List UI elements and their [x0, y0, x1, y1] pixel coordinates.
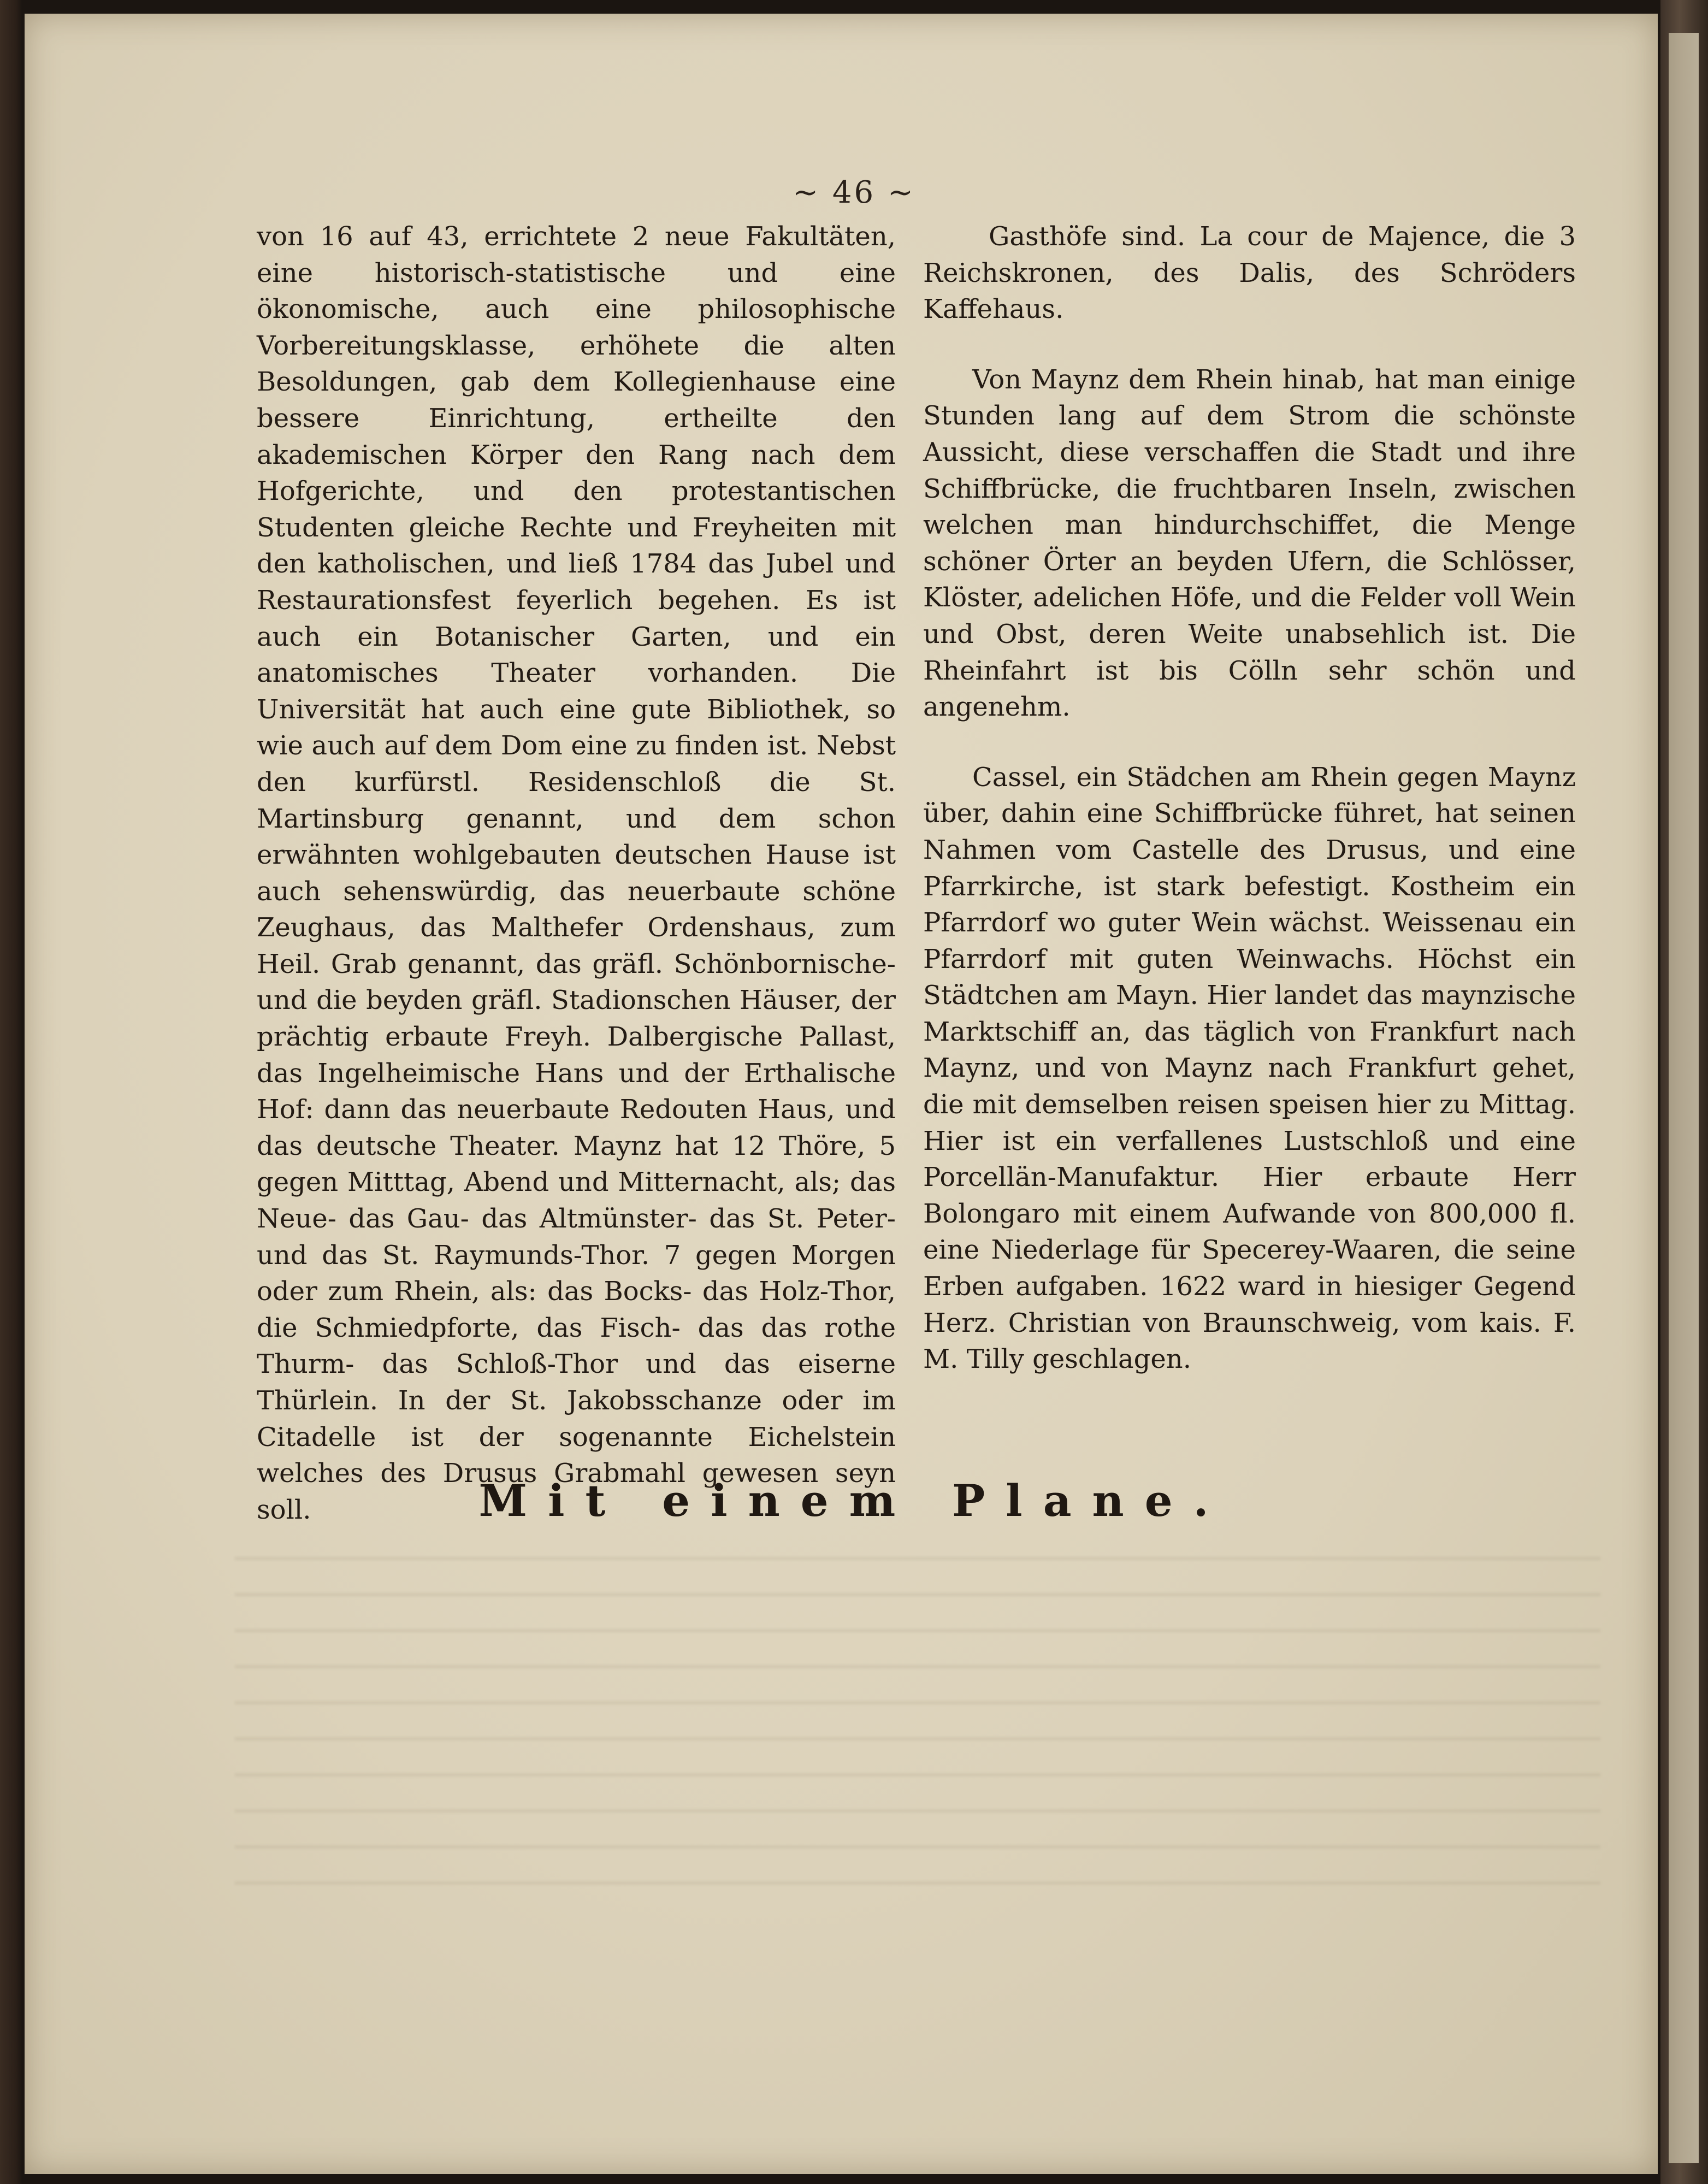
right-paragraph-3: Cassel, ein Städchen am Rhein gegen Maynz über, dahin eine Schiffbrücke führet, hat seinen Nahmen vom Castelle des Drusus, und eine Pfarrkirche, ist stark befestigt. Kostheim ein Pfarrdorf wo guter Wein wächst. Weissenau ein Pfarrdorf mit guten Weinwachs. Höchst ein Städtchen am Mayn. Hier landet das maynzische Marktschiff an, das täglich von Frankfurt nach Maynz, und von Maynz nach Frankfurt gehet, die mit demselben reisen speisen hier zu Mittag. Hier ist ein verfallenes Lustschloß und eine Porcellän-Manufaktur. Hier erbaute Herr Bolongaro mit einem Aufwande von 800,000 fl. eine Niederlage für Specerey-Waaren, die seine Erben aufgaben. 1622 ward in hiesiger Gegend Herz. Christian von Braunschweig, vom kais. F. M. Tilly geschlagen. — [923, 762, 1576, 1375]
right-paragraph-2: Von Maynz dem Rhein hinab, hat man einige Stunden lang auf dem Strom die schönste Aussicht, diese verschaffen die Stadt und ihre Schiffbrücke, die fruchtbaren Inseln, zwischen welchen man hindurchschiffet, die Menge schöner Örter an beyden Ufern, die Schlösser, Klöster, adelichen Höfe, und die Felder voll Wein und Obst, deren Weite unabsehlich ist. Die Rheinfahrt ist bis Cölln sehr schön und angenehm. — [923, 364, 1576, 723]
page-number: 46 — [832, 175, 876, 210]
left-paragraph-1: von 16 auf 43, errichtete 2 neue Fakultäten, eine historisch-statistische und eine ökonomische, auch eine philosophische Vorbereitungsklasse, erhöhete die alten Besoldungen, gab dem Kollegienhause eine bessere Einrichtung, ertheilte den akademischen Körper den Rang nach dem Hofgerichte, und den protestantischen Studenten gleiche Rechte und Freyheiten mit den katholischen, und ließ 1784 das Jubel und Restaurationsfest feyerlich begehen. Es ist auch ein Botanischer Garten, und ein anatomisches Theater vorhanden. Die Universität hat auch eine gute Bibliothek, so wie auch auf dem Dom eine zu finden ist. Nebst den kurfürstl. Residenschloß die St. Martinsburg genannt, und dem schon erwähnten wohlgebauten deutschen Hause ist auch sehenswürdig, das neuerbaute schöne Zeughaus, das Malthefer Ordenshaus, zum Heil. Grab genannt, das gräfl. Schönbornische- und die beyden gräfl. Stadionschen Häuser, der prächtig erbaute Freyh. Dalbergische Pallast, das Ingelheimische Hans und der Erthalische Hof: dann das neuerbaute Redouten Haus, und das deutsche Theater. Maynz hat 12 Thöre, 5 gegen Mitttag, Abend und Mitternacht, als; das Neue- das Gau- das Altmünster- das St. Peter- und das St. Raymunds-Thor. 7 gegen Morgen oder zum Rhein, als: das Bocks- das Holz-Thor, die Schmiedpforte, das Fisch- das das rothe Thurm- das Schloß-Thor und das eiserne Thürlein. In der St. Jakobsschanze oder im Citadelle ist der sogenannte Eichelstein welches des Drusus Grabmahl gewesen seyn soll. — [257, 221, 896, 1525]
right-paragraph-1: Gasthöfe sind. La cour de Majence, die 3 Reichskronen, des Dalis, des Schröders Kaffehaus. — [923, 221, 1576, 325]
plan-heading: Mit einem Plane. — [478, 1475, 1230, 1526]
next-page-edge — [1669, 33, 1699, 2163]
left-column — [257, 219, 896, 1562]
header-ornament-right: ~ — [887, 175, 915, 210]
header-ornament-left: ~ — [793, 175, 821, 210]
page-header — [0, 175, 1708, 210]
bleed-through-texture — [235, 1557, 1600, 1912]
right-column — [923, 219, 1576, 1412]
